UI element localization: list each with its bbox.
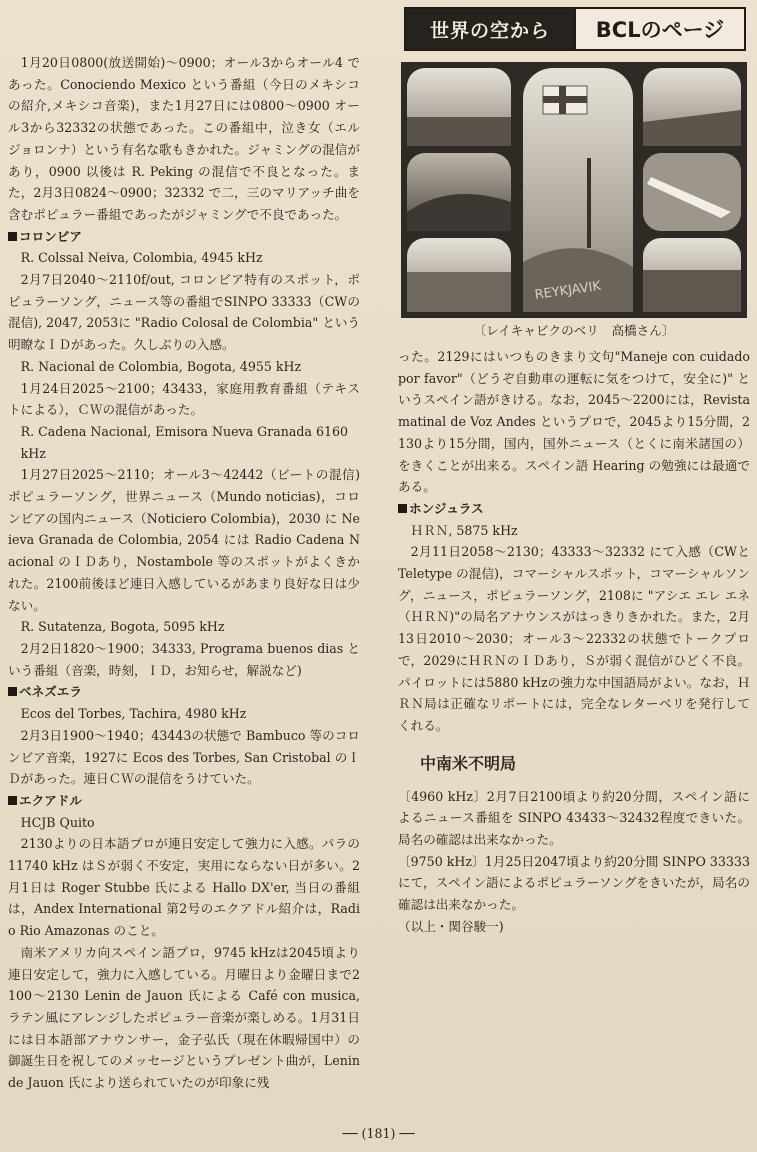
country-heading (8, 681, 360, 703)
header-title-left: 世界の空から (406, 9, 574, 49)
square-bullet-icon (8, 687, 17, 696)
station-line: HCJB Quito (20, 814, 95, 830)
paragraph: 1月24日2025～2100；43433，家庭用教育番組（テキストによる），ＣＷの混信があった。 (8, 380, 360, 418)
square-bullet-icon (398, 504, 407, 513)
paragraph: 2月3日1900～1940；43443の状態で Bambuco 等のコロンビア音楽，1927に Ecos des Torbes, San Cristobal のＩＤがあった。連日ＣＷの混信をうけていた。 (8, 727, 360, 787)
country-heading-text: ベネズエラ (19, 684, 82, 700)
station-line: R. Sutatenza, Bogota, 5095 kHz (20, 619, 225, 635)
left-column (8, 52, 360, 1094)
square-bullet-icon (8, 796, 17, 805)
station-line: R. Nacional de Colombia, Bogota, 4955 kHz (20, 358, 302, 374)
author-signature: （以上・関谷駿一) (398, 918, 504, 934)
country-heading (398, 498, 750, 520)
header-title-right: BCLのページ (574, 9, 744, 49)
paragraph: 2月2日1820～1900；34333, Programa buenos dias という番組（音楽，時刻，ＩＤ，お知らせ，解説など) (8, 640, 360, 678)
country-heading (8, 790, 360, 812)
paragraph: 〔4960 kHz〕2月7日2100頃より約20分間，スペイン語によるニュース番組を SINPO 43433～32432程度できいた。局名の確認は出来なかった。 (398, 788, 750, 848)
paragraph: 南米アメリカ向スペイン語プロ，9745 kHzは2045頃より連日安定して，強力に入感している。月曜日より金曜日まで2100～2130 Lenin de Jauon 氏による Café con musica, ラテン風にアレンジしたポピュラー音楽が楽しめる。1月31日には日本語部アナウンサー，金子弘氏（現在休暇帰国中）の御誕生日を祝してのメッセージというプレゼント曲が，Lenin de Jauon 氏により送られていたのが印象に残 (8, 944, 360, 1091)
paragraph: 2130よりの日本語プロが連日安定して強力に入感。パラの11740 kHz はＳが弱く不安定，実用にならない日が多い。2月1日は Roger Stubbe 氏による Hallo DX'er, 当日の番組は，Andex International 第2号のエクアドル紹介は，Radio Rio Amazonas のこと。 (8, 836, 360, 939)
country-heading-text: エクアドル (19, 792, 82, 808)
paragraph: 2月11日2058～2130；43333～32332 にて入感（CWとTeletype の混信)，コマーシャルスポット，コマーシャルソング，ニュース，ポピュラーソング，2108に "アシエ エレ エネ（ＨＲＮ)"の局名アナウンスがはっきりきかれた。また，2月13日2010～2030；オール3～22332の状態でトークプロで，2029にＨＲＮのＩＤあり，Ｓが弱く混信がひどく不良。パイロットには5880 kHzの強力な中国語局がよい。なお，ＨＲＮ局は正確なリポートには，完全なレターベリを発行してくれる。 (398, 544, 750, 733)
station-line: R. Colssal Neiva, Colombia, 4945 kHz (20, 250, 263, 266)
paragraph: 〔9750 kHz〕1月25日2047頃より約20分間 SINPO 33333にて，スペイン語によるポピュラーソングをきいたが，局名の確認は出来なかった。 (398, 853, 750, 913)
photo-collage (401, 62, 747, 318)
station-line: Ecos del Torbes, Tachira, 4980 kHz (20, 706, 247, 722)
right-column (398, 346, 750, 938)
section-header (404, 7, 746, 51)
station-line: R. Cadena Nacional, Emisora Nueva Granada 6160 kHz (20, 423, 348, 461)
paragraph: った。2129にはいつものきまり文句"Maneje con cuidado por favor"（どうぞ自動車の運転に気をつけて，安全に)" というスペイン語がきける。なお，2045～2200には，Revista matinal de Voz Andes というプロで，2045より15分間，2130より15分間，国内，国外ニュース（とくに南米諸国の）をきくことが出来る。スペイン語 Hearing の勉強には最適である。 (398, 349, 750, 495)
photo-lettering: REYKJAVIK (533, 278, 602, 303)
station-line: ＨＲＮ, 5875 kHz (410, 522, 518, 538)
country-heading (8, 226, 360, 248)
page-number: ── (181) ── (342, 1126, 415, 1141)
country-heading-text: コロンビア (19, 228, 82, 244)
country-heading-text: ホンジュラス (409, 500, 484, 516)
photo-collage-graphic (401, 62, 747, 318)
square-bullet-icon (8, 232, 17, 241)
paragraph: 2月7日2040～2110f/out, コロンビア特有のスポット，ポピュラーソング，ニュース等の番組でSINPO 33333（CWの混信), 2047, 2053に "Radio Colosal de Colombia" という明瞭なＩＤがあった。久しぶりの入感。 (8, 272, 360, 353)
photo-caption: 〔レイキャビクのベリ 高橋さん〕 (473, 323, 675, 338)
section-title: 中南米不明局 (420, 753, 517, 773)
paragraph: 1月27日2025～2110；オール3～42442（ビートの混信) ポピュラーソング，世界ニュース（Mundo noticias)，コロンビアの国内ニュース（Noticiero Colombia)，2030 に Neieva Granada de Colombia, 2054 には Radio Cadena Nacional のＩＤあり，Nostambole 等のスポットがよくきかれた。2100前後ほど連日入感しているがあまり良好な日は少ない。 (8, 467, 360, 613)
paragraph: 1月20日0800(放送開始)～0900；オール3からオール4 であった。Conociendo Mexico という番組（今日のメキシコの紹介,メキシコ音楽)，また1月27日には0800～0900 オール3から32332の状態であった。この番組中，泣き女（エル ジョロンナ）という有名な歌もきかれた。ジャミングの混信があり，0900 以後は R. Peking の混信で不良となった。また，2月3日0824～0900；32332 で二，三のマリアッチ曲を含むポピュラー番組であったがジャミングで不良であった。 (8, 55, 360, 222)
